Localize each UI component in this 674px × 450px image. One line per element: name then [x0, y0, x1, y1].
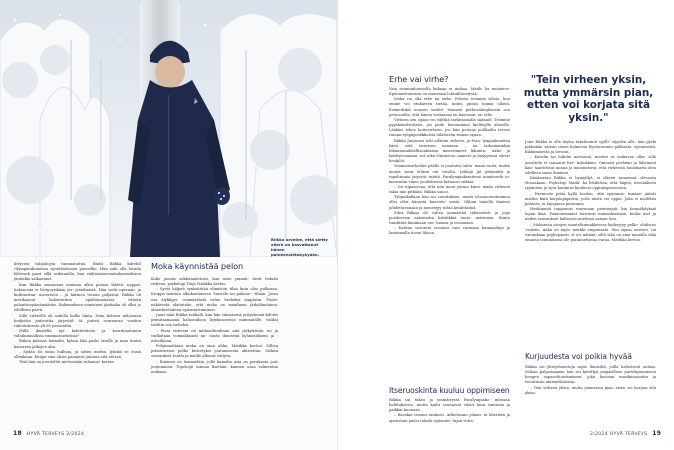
paragraph: Työpaikallaan hän sai varoituksen, mutta irtisanotuutmimen ollei ollut hänestä kuovutu- mista. Olihan hänellä ihmiset johdettavanaan ja menestyy rahta kesäittäimä.	[389, 195, 510, 210]
photo-caption: Riikka arvelee, että sietty allerä on kasvattanut hänen paineensietokykyään.	[271, 237, 328, 257]
page-number: 18	[13, 430, 22, 437]
paragraph: Kuukausiin Riikka ei hymyillyt, ei olkeen tunnemut olevansa elossakaan. Psykologi Matik- ka lohduttaa, että häpeä, itsesäälinvä ryyminen ja syvä katumus kuuluvat oppimisprosessiin.	[525, 176, 656, 191]
paragraph: littyvien tuhpalojen tummatoitua. Hiulsi Riikka kilrehtl Olympatokomtaan ryoskloukosen paenellie. Hän sahi olla lavaila lähtesuk jaaet sillä seikunnilla, kun vaihtoimaveunitukarmoksion jäntialko salkautaut.	[14, 262, 141, 282]
paragraph: – On riipaisevaa, että niin moni joutuu kärsi- mään virheeni takia niin pitkään. Riikka sanoo.	[389, 184, 510, 195]
paragraph: Riikan pääissä humaihi, kylmä hiki puski otsalle ja maa tuntui katoavan jalkojen alta.	[14, 339, 141, 349]
section-heading-kurjuudesta: Kurjuudesta voi poikia hyvää	[525, 352, 632, 361]
paragraph: – Mokanssa aivojen mantelitumakkeessa kytkeytyy pelko- ahdistus -reaktio, mikä on myös merkki empatiasta. Sen sijaan narsisti, tai varsinkaan psykopaatti, ei ott mitään, sillä vika on aina muualla eikä omassa toiminnassa ole parannettavaa varaa, Matikka kertoo.	[525, 222, 656, 242]
paragraph: Riikka sai tukea ja ymmärrystä Paralympiako- miteaan hallituksesta, mutta kuilit seuraavat viikot kuin sumussa ja paikkai huonosti.	[389, 398, 510, 413]
paragraph: Millä ihmeellä nyt kehitettävän ja koordinoitanim valtakunnallista vammaisurheilua?	[14, 329, 141, 339]
paragraph: – Ruoskin itseäni rankasti. Arkielosani jokain- ta liberitän ja ajatustani paitsi rukala epäonnis- tujan viitta.	[389, 413, 510, 423]
paragraph: Pohjimmiltaan moka on aina uhka, Matikka kertoo. Sillein primitiivisen pelko kivitetyksi joutumisesta aktivoituu. Mokan seuraukset tuntla ja muille alkavat valtyva.	[151, 344, 278, 359]
paragraph: – Syväi hälpeä synksäittää elimistön tilan kuin olisi pulkosaa. Kroppa taantuu alkukantaiseen "taistele tai pakene" -tilaan. Jossa osa älykkyys- osamäärästä valuu herkeksi ämpäriin. Puole- näkötestä alaituteke, että moka on maailman järkälämäinen, almurkertaiinen epäonnistuminen.	[151, 287, 278, 312]
right-column-2	[525, 140, 656, 243]
paragraph: Koko juonus sokkiraadotosti, kun aiste ymmär- tävät teihiän virheen, psykologi Tuija Matikka kertoo.	[151, 277, 278, 287]
photo-illustration	[0, 0, 337, 257]
left-column-2	[151, 277, 278, 375]
right-column-1b	[389, 398, 510, 424]
right-column-2b	[525, 365, 656, 396]
paragraph: – Tein virheen yksin, mutta ymmärsin pian, etten voi korjata sitä yksin.	[525, 385, 656, 395]
paragraph: – Pieni virheeni oli mittasuhteiltaan niin järkyttävän iso ja vadkutaan voimakkaasti mi- nusta ihmisenä kyhnistökseni ja -urheilijaan.	[151, 328, 278, 343]
paragraph: – Ihminen on laumaeläin, jolle kamalin asia on porukasta pois joutuminen. Topeloijä sonnaa lisetään, kuunen osaa valmentua mukaan.	[151, 359, 278, 374]
paragraph: Riikka sai yhteydenottoja myös ihmisiltä, joilla halustavat auttaa. Mokan paljastamaan hän sai kerättyä ympärilleen partekynimmeen hengen vapaaehtoistimimen, joka kooonai marikinnointiin ja tavoitinsin ammattilaisista.	[525, 365, 656, 385]
paragraph: Vain ruumiinluussolla kukaan ei mokaa. Matik- ka muistuve. Epäonnistumisen on muistaisa lohtuillisestystä.	[389, 87, 510, 97]
left-column-1	[14, 262, 141, 365]
section-heading-itseruoskinta: Itseruoskinta kuuluu oppimiseen	[389, 386, 510, 395]
paragraph: Vammaisurheilun päälle ei joudutta lattia- maan rauta, mutta monet asiat tehtiin ent tavalla. Leikejä jät pitämättä ja tapahtumia järjestä- mättä. Paralympiakomitean toimitsevki to- masentiin vinne jouduksessa kolmoon viikkoi.	[389, 164, 510, 184]
paragraph: Riikka Juntunen teki selkeän virheen, ja Para- lympiakomitea kärsi siitä tieevisen nemman – tai tarkemminkin liikuntamahdollisuuksiaan menettäneet liikunta-, näkö- ja kehitysvammai- set sekä elinsiirron saaneet ja dialyysissä olevat henkilöt.	[389, 138, 510, 164]
paragraph: – Sydän löi ensin hulluna, ja sitten mietin, lyönkö se ensiä ollenkaan. Kunpa vain olisin painanut junassa sitä enterä.	[14, 349, 141, 359]
paragraph: Siksi Riikan oli valtea ymmärtää tähönsiesti ja jopa positiivesin näivimatta kriittikkiä tunte- mattomia. Häntä vaadittiin kaniinaan vas- tuonsa ja eroamaan.	[389, 210, 510, 226]
paragraph: – Kävelin tai hiihdin metsässä, montet se mukavaa ollar, sillä jossittelu ei taasonut her- kekokkäin. Omeaist perhemi ja läheineni kan- naattelivat minua ja muistuttivat, että virheestä huolimatta olen edelleen sama ihminen.	[525, 155, 656, 175]
magazine-name: HYVÄ TERVEYS 2/2024	[26, 432, 85, 437]
paragraph: – Kantan vastuuni teostani vain varmaan kammaltaja ja lamtamalla itseni lihoon.	[389, 226, 510, 236]
page-number: 19	[652, 430, 662, 437]
paragraph: Virheen sen sijaan voi välttää tarkistamalla säännöt. Teemme pyyäkömitvirheen, jos park- keeraamme kielletylle alueelle. Lääkäri tekee hoitovirheen, jos hän poissaa poltkailta tervee rinnan syöpäpesäkkeistä tälättavän rinnan sijaan.	[389, 117, 510, 138]
right-column-1	[389, 87, 510, 237]
paragraph: Tätä hän on jossitellut mielessään tuhanne! kertaa.	[19, 359, 115, 364]
paragraph: Juuri näin Riikka tunkalli. kun hän viimeisenä yritysksenä kiltotti primitaamaana haluonuloon lirjekusoressa mimmatölle, valiksi tieöltin sen tietieksi.	[151, 313, 278, 328]
section-heading-erhe: Erhe vai virhe?	[389, 74, 449, 84]
paragraph: – Hermosto pitää kyllä huolen, että epäonnis- tumiset jäävät mieliin kuin kärpäspaperiin, jotta niistä voi oppia. Joka ei mieltäisi pahasta, ei tapojansa parannna.	[525, 191, 656, 206]
paragraph: Herkimmät tuppaavat ruovmaan pientenpiä- kin tiennähdyksiä lopun ikää. Paanoneimmat toistuvat manaaksistaan, koska niet ja niiden seuraukset hallnovat mielessä saman tien.	[525, 207, 656, 222]
paragraph: Sillä virheellä oli sodella kallis hinta. Nuin kolmen miljoonan budjettia puitvottia järjestäl- tä puiteä seuraavan vuoden rahoituksesta yli 60 prosenttia.	[14, 313, 141, 328]
magazine-name: 2/2024 HYVÄ TERVEYS	[590, 432, 648, 437]
paragraph: Moka voi olla erhe tai virhe. Erheen teemme silloin, kun emme voi etukäteen tietää, miten pitäisi toimia oikein. Esimerkiksi nousen ontiite- lemmen perheenäisyksestä sen persoonilla, että hänen vastaansa en kasvanut. on erhe.	[389, 97, 510, 117]
section-heading-moka: Moka käynnistää pelon	[151, 261, 244, 271]
paragraph: Joita Riikka ei olle täysin tukehnunut syylli- styyden alle, hän pyrki pitämään väitsin itensi kolmesta hyvinvoinnin palikasta: syömisestä, liikkumisesta ja levosta.	[525, 140, 656, 155]
right-footer	[590, 430, 664, 437]
paragraph: Kun Riikka seuravana aamuna alkoi painaa lähetä- nappia, hakenonia ei lövtyoyrikäan jär- jestelmistä. Hän soitti operaan- ja kulttuurimi- nisteriöön – ja kärmea totuun paljastui. Riikka oli merikaonut kalenteriina epäihuomioissa väärän palauttuspäivämäärän. Hakemuksen viimeinen jäntiaika oli ollut jo edellisen päivä.	[14, 282, 141, 313]
left-footer	[10, 430, 84, 437]
pull-quote: "Tein virheen yksin, mutta ymmärsin pian, etten voi korjata sitä yksin."	[523, 74, 654, 124]
winter-forest-photo	[0, 0, 337, 257]
